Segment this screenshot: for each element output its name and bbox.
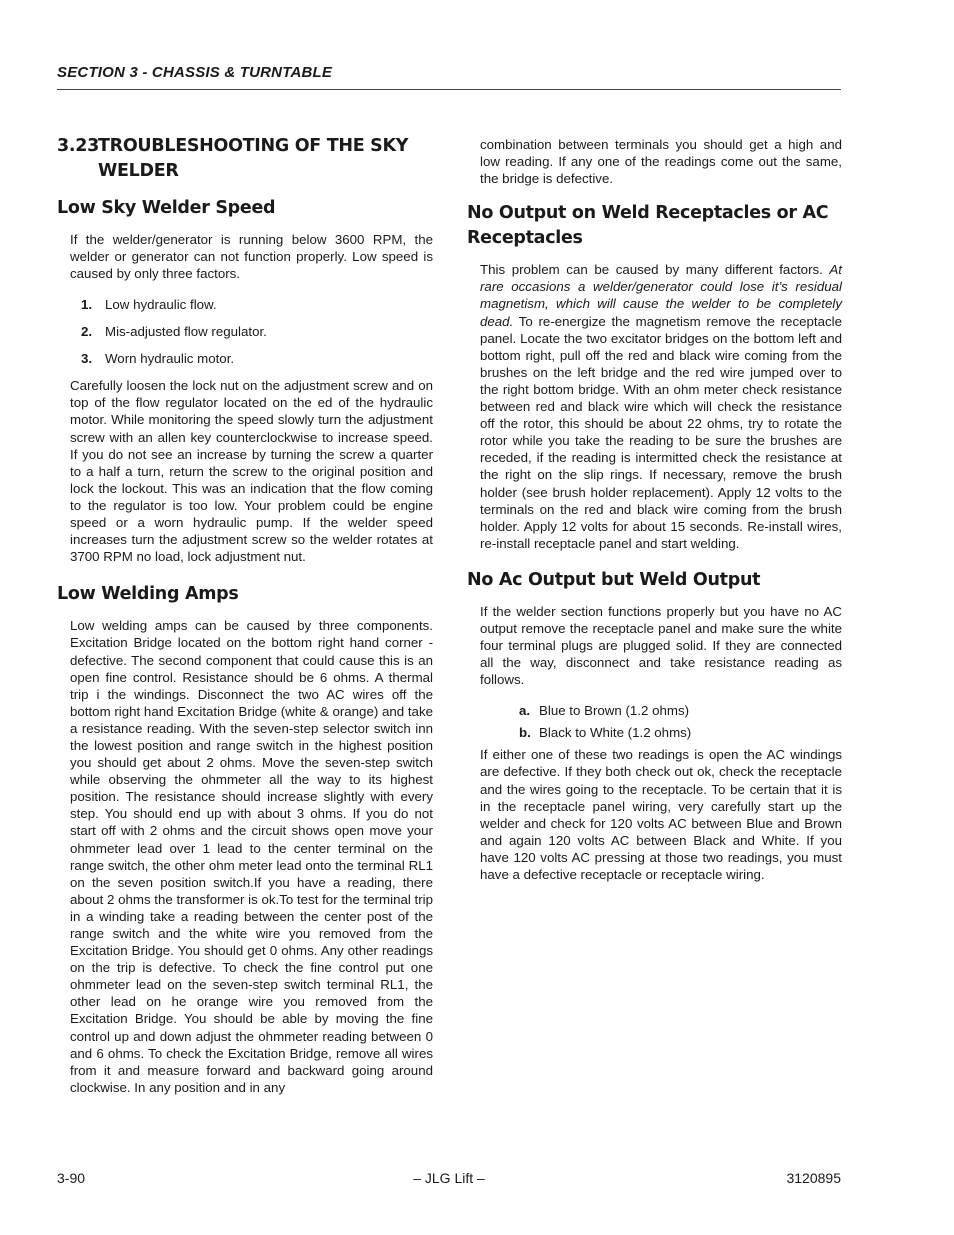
heading-low-speed: Low Sky Welder Speed (57, 198, 276, 218)
page-header (57, 64, 841, 90)
paragraph-amps: Low welding amps can be caused by three components. Excitation Bridge located on the bottom right hand corner - defective. The second component that could cause this is an open fine control. Resistance should be 6 ohms. A thermal trip i the windings. Disconnect the two AC wires off the bottom right hand Excitation Bridge (white & orange) and take a resistance reading. With the seven-step selector switch inn the lowest position and range switch in the highest position you should get about 2 ohms. Move the seven-step switch while observing the ohmmeter all the way to its highest position. The resistance should increase slightly with every step. You should end up with about 3 ohms. If you do not start off with 2 ohms and the circuit shows open move your ohmmeter lead over 1 lead to the center terminal on the range switch, the other ohm meter lead onto the terminal RL1 on the seven position switch.If you have a reading, there about 2 ohms the transformer is ok.To test for the terminal trip in a winding take a reading between the center post of the range switch and the white wire you removed from the Excitation Bridge. You should get 0 ohms. Any other readings on the trip is defective. To check the fine control put one ohmmeter lead on the seven-step switch terminal RL1, the other lead on he orange wire you removed from the Excitation Bridge. You should be able by moving the fine control up and down adjust the ohmmeter reading between 0 and 6 ohms. To check the Excitation Bridge, remove all wires from it and measure forward and backward going around clockwise. In any position and in any (70, 618, 433, 1095)
list-text: Mis-adjusted flow regulator. (105, 324, 267, 340)
list-item (81, 296, 433, 313)
list-text: Worn hydraulic motor. (105, 351, 235, 367)
right-column (467, 136, 842, 883)
heading-no-output: No Output on Weld Receptacles or AC Receptacles (467, 203, 829, 249)
list-text: Blue to Brown (1.2 ohms) (539, 703, 690, 719)
list-letter: b. (519, 725, 531, 741)
main-heading (57, 134, 433, 184)
no-output-text-b: To re-energize the magnetism remove the receptacle panel. Locate the two excitator bridges on the bottom left and bottom right, pull off the red and black wire coming from the brushes on the left bridge and the red wire jumped over to the right bottom bridge. With an ohm meter check resistance between red and black wire which will check the resistance off the rotor, this should be about 22 ohms, try to rotate the rotor while you take the reading to be sure the brushes are receded, if the reading is intermitted check the resistance at the right on the slip rings. If necessary, remove the brush holder (see brush holder replacement). Apply 12 volts to the terminals on the red and black wire coming from the brush holder. Apply 12 volts for about 15 seconds. Re-install wires, re-install receptacle panel and start welding. (480, 313, 842, 551)
paragraph-speed-intro: If the welder/generator is running below 3600 RPM, the welder or generator can not function properly. Low speed is caused by only three factors. (70, 232, 433, 282)
paragraph-no-ac: If the welder section functions properly but you have no AC output remove the receptacle panel and make sure the white four terminal plugs are plugged solid. If they are connected all the way, disconnect and take resistance reading as follows. (480, 603, 842, 688)
heading-low-amps: Low Welding Amps (57, 584, 239, 605)
list-item (519, 724, 842, 741)
page-number: 3-90 (57, 1170, 86, 1186)
readings-list (519, 702, 842, 741)
heading-line-1: TROUBLESHOOTING OF THE SKY (98, 136, 409, 156)
list-text: Low hydraulic flow. (105, 297, 217, 313)
paragraph-speed-body: Carefully loosen the lock nut on the adjustment screw and on top of the flow regulator located on the ed of the hydraulic motor. While monitoring the speed slowly turn the adjustment screw with an allen key counterclockwise to increase speed. If you do not see an increase by turning the screw a quarter to a half a turn, return the screw to the original position and lock the lockout. This was an indication that the flow coming to the regulator is too low. Your problem could be engine speed or a worn hydraulic pump. If the welder speed increases turn the adjustment screw so the welder rotates at 3700 RPM no load, lock adjustment nut. (70, 378, 433, 565)
list-letter: a. (519, 703, 531, 719)
list-item (519, 702, 842, 719)
list-number: 1. (81, 297, 93, 313)
paragraph-continued: combination between terminals you should get a high and low reading. If any one of the readings come out the same, the bridge is defective. (480, 137, 842, 187)
section-title: SECTION 3 - CHASSIS & TURNTABLE (57, 64, 333, 81)
list-item (81, 350, 433, 367)
list-number: 3. (81, 351, 93, 367)
left-column (57, 131, 433, 1096)
document-number: 3120895 (786, 1170, 841, 1186)
paragraph-no-output (480, 261, 842, 552)
list-item (81, 323, 433, 340)
section-number: 3.23 (57, 136, 99, 156)
list-text: Black to White (1.2 ohms) (539, 725, 692, 741)
no-output-italic-text: At rare occasions a welder/generator could lose it’s residual magnetism, which will cause the welder to be completely dead. (480, 262, 842, 329)
heading-line-2: WELDER (98, 161, 179, 181)
footer-center-text: – JLG Lift – (413, 1170, 485, 1186)
paragraph-no-ac-2: If either one of these two readings is open the AC windings are defective. If they both check out ok, check the receptacle and the wires going to the receptacle. To be certain that it is in the receptacle panel wiring, very carefully start up the welder and check for 120 volts AC between Blue and Brown and again 120 volts AC between Black and White. If you have 120 volts AC pressing at those two readings, you must have a defective receptacle or receptacle wiring. (480, 747, 842, 882)
list-number: 2. (81, 324, 93, 340)
no-output-text-a: This problem can be caused by many different factors. (480, 262, 823, 278)
factor-list (81, 296, 433, 367)
heading-no-ac-output: No Ac Output but Weld Output (467, 569, 761, 590)
